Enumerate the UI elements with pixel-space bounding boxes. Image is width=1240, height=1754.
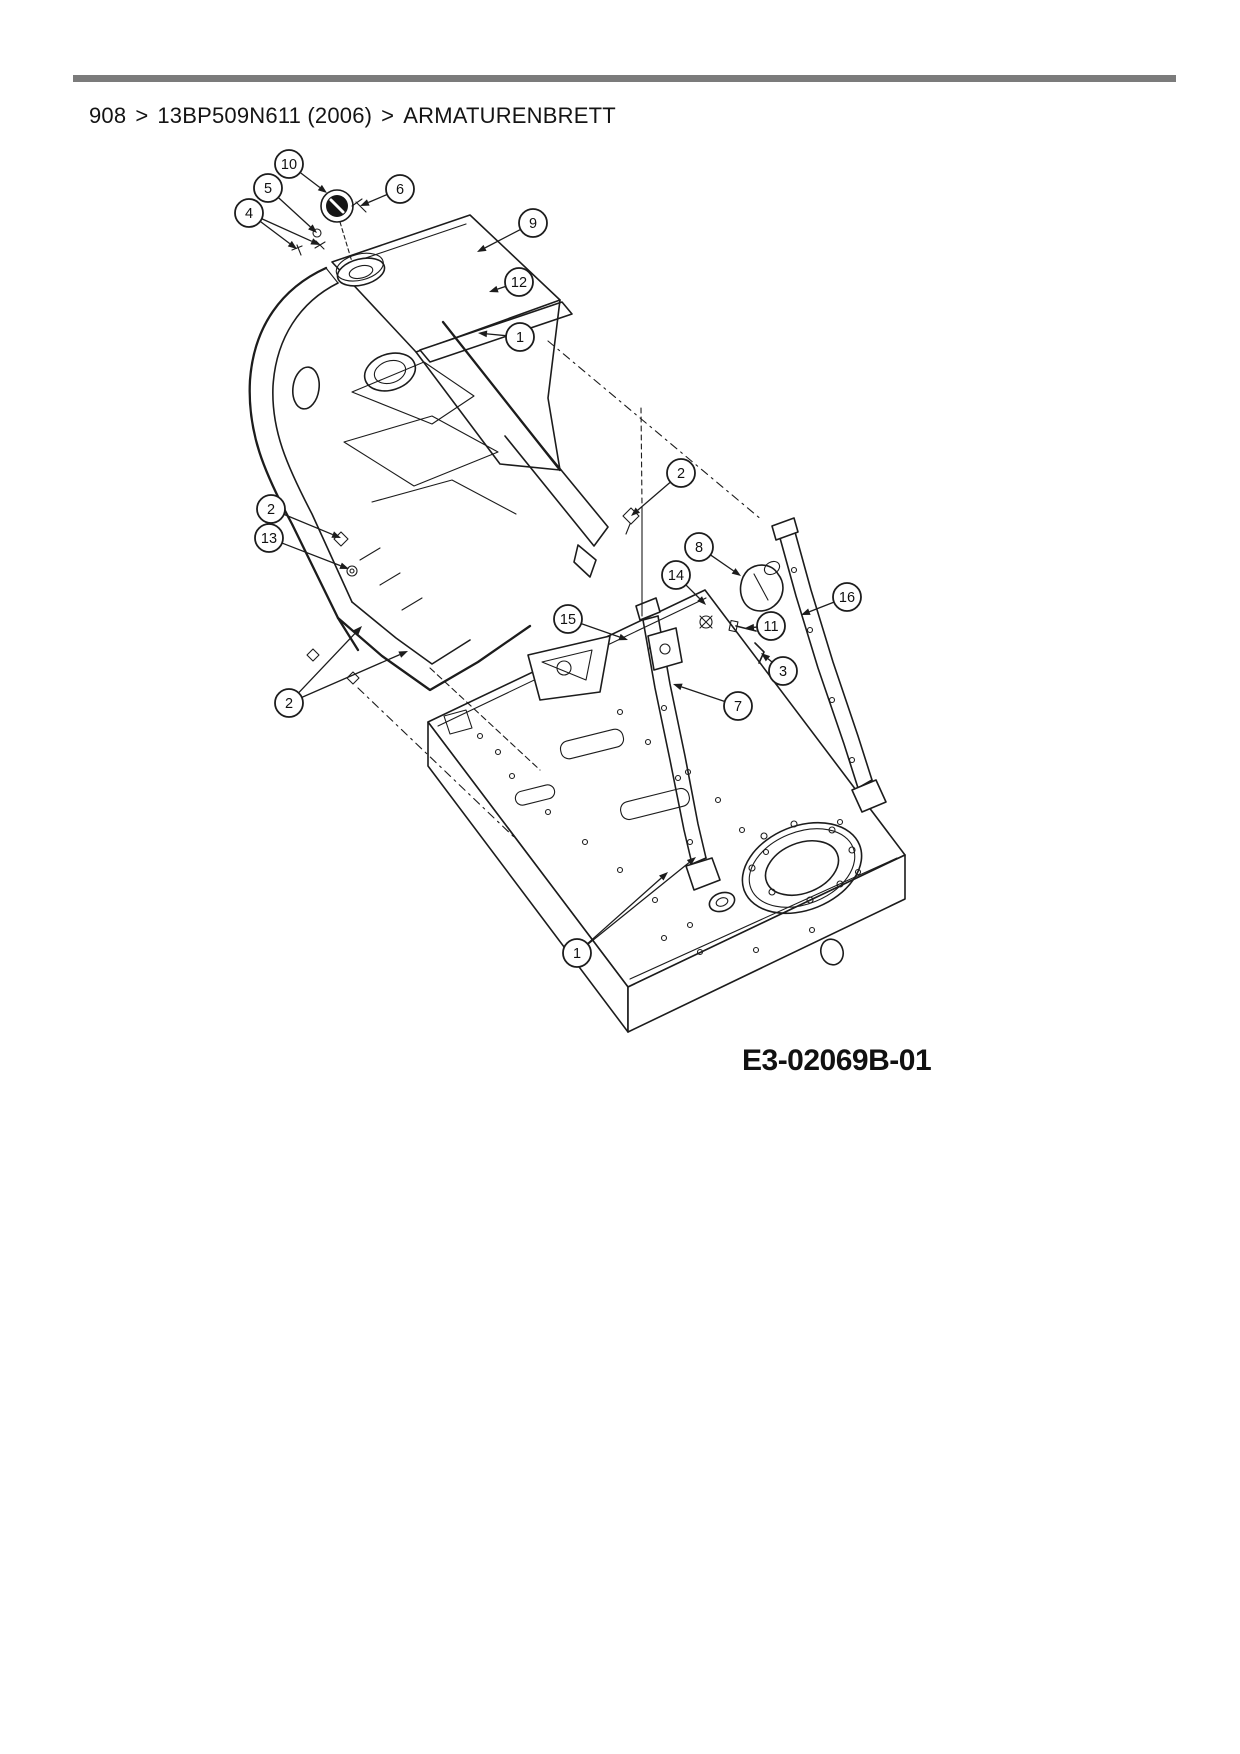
- svg-text:16: 16: [838, 590, 856, 606]
- callout-6[interactable]: [360, 175, 414, 206]
- svg-text:4: 4: [244, 206, 254, 222]
- svg-text:13: 13: [260, 531, 278, 547]
- svg-text:3: 3: [778, 664, 788, 680]
- breadcrumb-item-section[interactable]: 908: [89, 103, 127, 128]
- callout-11[interactable]: [745, 612, 785, 640]
- breadcrumb-separator: >: [381, 103, 395, 128]
- svg-text:11: 11: [763, 619, 779, 635]
- svg-text:1: 1: [515, 330, 525, 346]
- svg-text:14: 14: [667, 568, 685, 584]
- svg-text:12: 12: [510, 275, 528, 291]
- callout-8[interactable]: [685, 533, 741, 576]
- ignition-switch: [321, 190, 353, 222]
- svg-text:10: 10: [280, 157, 298, 173]
- svg-text:2: 2: [284, 696, 294, 712]
- breadcrumb-item-model[interactable]: 13BP509N611 (2006): [157, 103, 373, 128]
- svg-text:1: 1: [572, 946, 582, 962]
- breadcrumb-separator: >: [135, 103, 149, 128]
- svg-text:9: 9: [528, 216, 538, 232]
- svg-text:2: 2: [266, 502, 276, 518]
- svg-text:6: 6: [395, 182, 405, 198]
- diagram-code-label: E3-02069B-01: [742, 1044, 932, 1077]
- svg-text:8: 8: [694, 540, 704, 556]
- svg-text:5: 5: [263, 181, 273, 197]
- svg-text:2: 2: [676, 466, 686, 482]
- breadcrumb-item-current: ARMATURENBRETT: [403, 103, 616, 128]
- callout-2[interactable]: [631, 459, 695, 516]
- svg-text:15: 15: [559, 612, 577, 628]
- callout-14[interactable]: [662, 561, 706, 605]
- callout-2[interactable]: [275, 626, 408, 717]
- svg-text:7: 7: [733, 699, 743, 715]
